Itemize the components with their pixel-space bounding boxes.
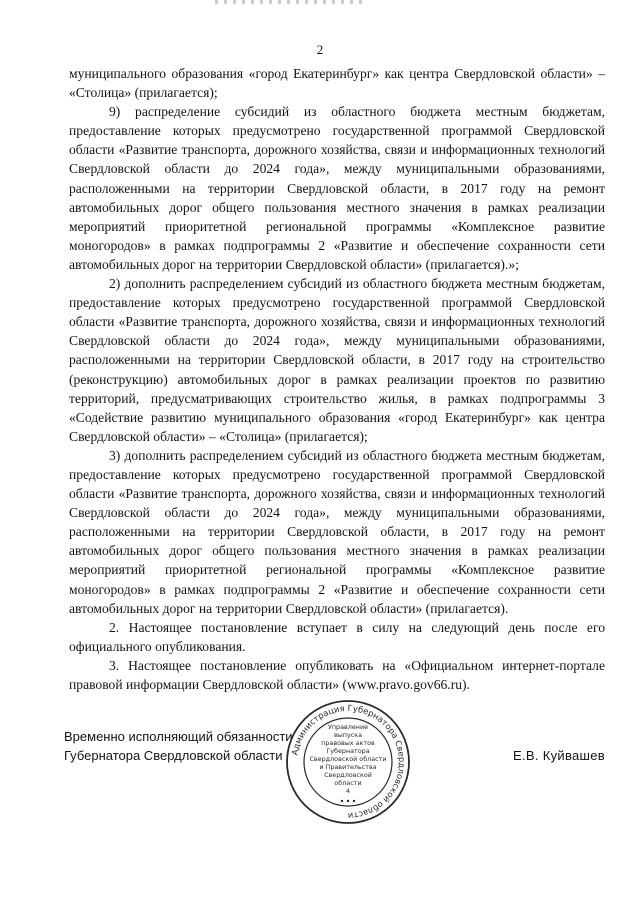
seal-outer-text-path: Администрация Губернатора Свердловской области — [289, 702, 408, 822]
signature-block — [64, 702, 605, 847]
seal-line: Управление — [327, 723, 369, 731]
seal-line: 4 — [345, 787, 351, 795]
seal-line: Свердловской области — [309, 755, 387, 763]
signatory-position-line2: Губернатора Свердловской области — [64, 748, 283, 763]
paragraph-clause-2: 2. Настоящее постановление вступает в силу на следующий день после его официального опубликования. — [69, 619, 605, 654]
paragraph-item-3: 3) дополнить распределением субсидий из областного бюджета местным бюджетам, предоставление которых предусмотрено государственной программой Свердловской области «Развитие транспорта, дорожного хозяйства, связи и информационных технологий Свердловской области до 2024 года», между муниципальными образованиями, расположенными на территории Свердловской области, в 2017 году на ремонт автомобильных дорог общего пользования местного значения в рамках реализации мероприятий приоритетной региональной программы «Комплексное развитие моногородов» в рамках подпрограммы 2 «Развитие и обеспечение сохранности сети автомобильных дорог на территории Свердловской области» (прилагается). — [69, 447, 605, 616]
scan-artifact — [215, 0, 365, 4]
seal-graphic — [285, 699, 411, 825]
signatory-name: Е.В. Куйвашев — [513, 748, 605, 763]
paragraph-clause-3: 3. Настоящее постановление опубликовать на «Официальном интернет-портале правовой информации Свердловской области» (www.pravo.gov66.ru). — [69, 657, 605, 692]
signatory-position-line1: Временно исполняющий обязанности — [64, 729, 293, 744]
signatory-position — [64, 727, 293, 765]
seal-dot-icon — [341, 800, 343, 802]
paragraph-item-2: 2) дополнить распределением субсидий из областного бюджета местным бюджетам, предоставление которых предусмотрено государственной программой Свердловской области «Развитие транспорта, дорожного хозяйства, связи и информационных технологий Свердловской области до 2024 года», между муниципальными образованиями, расположенными на территории Свердловской области, в 2017 году на строительство (реконструкцию) автомобильных дорог в рамках реализации проектов по развитию территорий, предусматривающих строительство жилья, в рамках подпрограммы 3 «Содействие развитию муниципального образования «город Екатеринбург» как центра Свердловской области» – «Столица» (прилагается); — [69, 276, 605, 444]
paragraph-continuation: муниципального образования «город Екатеринбург» как центра Свердловской области» – «Столица» (прилагается); — [69, 66, 605, 101]
seal-line: и Правительства — [319, 763, 377, 771]
seal-line: Губернатора — [326, 747, 370, 755]
document-body — [69, 64, 605, 694]
seal-line: области — [334, 779, 362, 787]
paragraph-item-9: 9) распределение субсидий из областного бюджета местным бюджетам, предоставление которых предусмотрено государственной программой Свердловской области «Развитие транспорта, дорожного хозяйства, связи и информационных технологий Свердловской области до 2024 года», между муниципальными образованиями, расположенными на территории Свердловской области, в 2017 году на ремонт автомобильных дорог общего пользования местного значения в рамках реализации мероприятий приоритетной региональной программы «Комплексное развитие моногородов» в рамках подпрограммы 2 «Развитие и обеспечение сохранности сети автомобильных дорог на территории Свердловской области» (прилагается).»; — [69, 104, 605, 272]
seal-line: выпуска — [333, 731, 363, 739]
seal-line: правовых актов — [321, 739, 375, 747]
seal-dot-icon — [347, 800, 349, 802]
seal-star-icons — [341, 800, 355, 802]
page-number: 2 — [316, 42, 324, 57]
seal-line: Свердловской — [324, 771, 372, 779]
official-seal — [285, 699, 411, 825]
seal-dot-icon — [353, 800, 355, 802]
